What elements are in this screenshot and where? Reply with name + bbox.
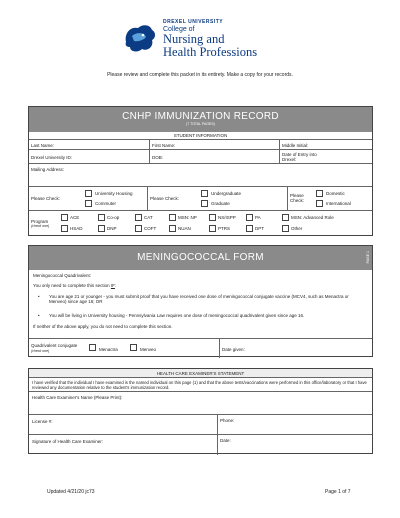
undergraduate-label: Undergraduate [211, 191, 242, 196]
mailing-address-field[interactable]: Mailing Address: [31, 167, 65, 172]
program-label: Program [31, 219, 49, 224]
conjugate-label: Quadrivalent conjugate [31, 343, 78, 348]
program-option-label: PTRS [218, 226, 231, 231]
record-subtitle: (7 TOTAL PAGES) [186, 122, 215, 126]
program-option-label: CAT [144, 215, 153, 220]
section-intro: You only need to complete this section IF: [33, 283, 117, 288]
instructions: Please review and complete this packet in its entirety. Make a copy for your records. [107, 72, 293, 78]
date-given-field[interactable]: Date given: [222, 347, 245, 352]
program-option-label: ACE [70, 215, 80, 220]
housing-checkbox[interactable] [85, 190, 92, 197]
date-field[interactable]: Date: [220, 438, 231, 443]
program-checkbox[interactable] [98, 225, 105, 232]
examiner-heading: HEALTH CARE EXAMINER'S STATEMENT [29, 369, 372, 378]
drexel-id-field[interactable]: Drexel University ID: [31, 155, 73, 160]
university-name: DREXEL UNIVERSITY [163, 19, 224, 25]
program-checkbox[interactable] [282, 225, 289, 232]
program-option-label: DNP [107, 226, 117, 231]
first-name-field[interactable]: First Name: [152, 143, 176, 148]
meningococcal-form [28, 245, 373, 357]
record-title: CNHP IMMUNIZATION RECORD [122, 111, 279, 122]
program-option-label: NS/ISPP [218, 215, 236, 220]
college-name-line2: Health Professions [163, 45, 258, 59]
program-checkbox[interactable] [61, 214, 68, 221]
program-option-label: MSN: NP [178, 215, 197, 220]
program-checkbox[interactable] [135, 225, 142, 232]
conjugate-hint: (check one) [31, 349, 50, 353]
please-check-housing: Please Check: [31, 196, 61, 201]
program-checkbox[interactable] [282, 214, 289, 221]
undergraduate-checkbox[interactable] [201, 190, 208, 197]
program-checkbox[interactable] [246, 214, 253, 221]
commuter-label: Commuter [95, 201, 117, 206]
program-checkbox[interactable] [209, 214, 216, 221]
program-hint: (check one) [31, 224, 50, 228]
mening-title: MENINGOCOCCAL FORM [137, 252, 264, 263]
footer-page: Page 1 of 7 [325, 489, 351, 495]
examiner-statement [28, 368, 373, 454]
international-checkbox[interactable] [316, 200, 323, 207]
bullet-1: You are age 21 or younger - you must submit proof that you have received one dose of meningococcal conjugate vaccine (MCV4, such as Menactra or Menveo) since age 16; OR [49, 294, 349, 304]
program-option-label: MSN: Advanced Role [291, 215, 334, 220]
program-checkbox[interactable] [246, 225, 253, 232]
examiner-statement-text: I have verified that the individual I have examined is the named individual on this page (1) and that the above tests/vaccinations were performed in this office/laboratory or that I have reviewed any documentation relative to the student's immunization record. [32, 380, 367, 390]
please-check-residency: Please Check: [290, 193, 305, 203]
mening-title-bar [29, 246, 372, 270]
program-checkbox[interactable] [61, 225, 68, 232]
international-label: International [326, 201, 351, 206]
examiner-name-field[interactable]: Health Care Examiner's Name (Please Print): [32, 395, 123, 400]
bullet-2-marker: • [38, 313, 40, 318]
menveo-label: Menveo [140, 347, 157, 352]
program-checkbox[interactable] [209, 225, 216, 232]
phone-field[interactable]: Phone: [220, 418, 235, 423]
program-option-label: NUAN [178, 226, 191, 231]
program-checkbox[interactable] [169, 225, 176, 232]
neither-note: If neither of the above apply, you do not need to complete this section. [33, 324, 173, 329]
program-checkbox[interactable] [169, 214, 176, 221]
program-option-label: Co-op [107, 215, 120, 220]
vaccine-label: Meningococcal Quadrivalent: [33, 273, 92, 278]
immunization-record [28, 106, 373, 236]
middle-initial-field[interactable]: Middle Initial: [282, 143, 309, 148]
program-checkbox[interactable] [98, 214, 105, 221]
commuter-checkbox[interactable] [85, 200, 92, 207]
bullet-2: You will be living in University housing - Pennsylvania Law requires one dose of meningococcal quadrivalent given since age 16. [49, 313, 305, 318]
program-checkbox[interactable] [135, 214, 142, 221]
last-name-field[interactable]: Last Name: [31, 143, 55, 148]
housing-label: University Housing [95, 191, 133, 196]
college-of: College of [163, 26, 195, 33]
date-of-entry-field[interactable]: Date of Entry into Drexel: [282, 151, 317, 162]
graduate-checkbox[interactable] [201, 200, 208, 207]
dob-field[interactable]: DOB: [152, 155, 164, 160]
student-info-heading: STUDENT INFORMATION [29, 132, 372, 140]
signature-field[interactable]: Signature of Health Care Examiner: [32, 439, 104, 444]
dragon-logo-icon [122, 22, 158, 54]
menactra-checkbox[interactable] [89, 344, 96, 351]
bullet-1-marker: • [38, 294, 40, 299]
college-name-line1: Nursing and [163, 32, 225, 46]
record-title-bar [29, 107, 372, 132]
program-option-label: Other [291, 226, 303, 231]
graduate-label: Graduate [211, 201, 230, 206]
program-row [29, 211, 372, 237]
menveo-checkbox[interactable] [130, 344, 137, 351]
program-option-label: HSAD [70, 226, 83, 231]
program-option-label: DPT [255, 226, 264, 231]
menactra-label: Menactra [99, 347, 118, 352]
domestic-label: Domestic [326, 191, 345, 196]
domestic-checkbox[interactable] [316, 190, 323, 197]
license-field[interactable]: License #: [32, 419, 53, 424]
footer-updated: Updated 4/21/20 jc73 [47, 489, 95, 495]
program-option-label: PA [255, 215, 261, 220]
please-check-level: Please Check: [150, 196, 180, 201]
page-tag: PAGE 1 [366, 251, 370, 264]
program-option-label: COFT [144, 226, 157, 231]
